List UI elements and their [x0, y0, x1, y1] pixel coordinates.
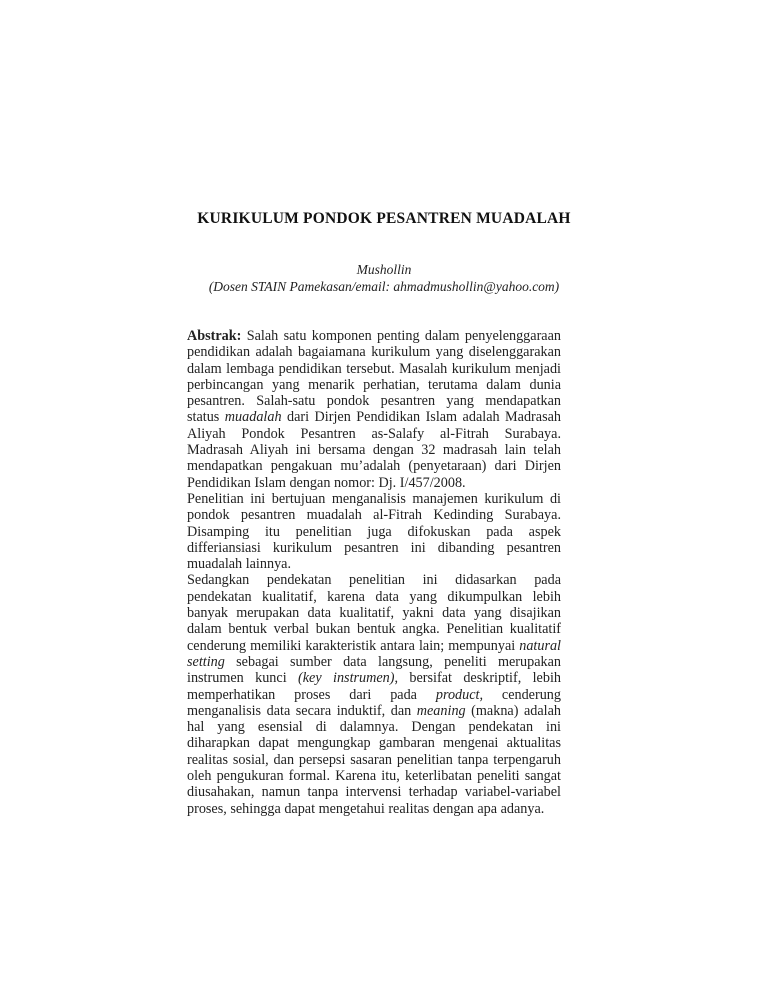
text-run: differiansiasi kurikulum pesantren ini dibanding pesantren: [187, 539, 561, 556]
italic-term: meaning: [416, 702, 466, 719]
abstract-line: [187, 572, 561, 588]
paper-title: KURIKULUM PONDOK PESANTREN MUADALAH: [197, 210, 571, 227]
italic-term: setting: [187, 653, 225, 670]
author-name: Mushollin: [356, 262, 412, 277]
abstract-line: [187, 801, 561, 817]
text-run: Disamping itu penelitian juga difokuskan pada aspek: [187, 523, 561, 540]
text-run: dalam bentuk verbal bukan bentuk angka. Penelitian kualitatif: [187, 621, 561, 638]
abstract-label: Abstrak:: [187, 328, 242, 344]
abstract-line: [187, 556, 561, 572]
author-affiliation: (Dosen STAIN Pamekasan/email: ahmadmushollin@yahoo.com): [208, 279, 560, 294]
abstract-line: [187, 442, 561, 458]
abstract-line: [187, 654, 561, 670]
text-run: cenderung: [483, 686, 561, 703]
abstract-line: [187, 328, 561, 344]
text-run: oleh pengukuran formal. Karena itu, keterlibatan peneliti sangat: [187, 768, 561, 785]
text-run: pesantren. Salah-satu pondok pesantren yang mendapatkan: [187, 393, 561, 410]
abstract-line: [187, 393, 561, 409]
text-run: perbincangan yang menarik perhatian, terutama dalam dunia: [187, 376, 561, 393]
text-run: hal yang esensial di dalamnya. Dengan pendekatan ini: [187, 719, 561, 736]
abstract-line: [187, 344, 561, 360]
abstract-line: [187, 361, 561, 377]
text-run: mendapatkan pengakuan mu’adalah (penyetaraan) dari Dirjen: [187, 458, 561, 475]
abstract-line: [187, 638, 561, 654]
abstract-line: [187, 458, 561, 474]
abstract-line: [187, 719, 561, 735]
abstract-line: [187, 752, 561, 768]
text-run: status: [187, 409, 225, 426]
abstract-line: [187, 524, 561, 540]
text-run: pondok pesantren muadalah al-Fitrah Kedinding Surabaya.: [187, 507, 561, 524]
abstract: [187, 328, 561, 817]
text-run: Pendidikan Islam dengan nomor: Dj. I/457/2008.: [187, 474, 466, 491]
abstract-line: [187, 475, 561, 491]
abstract-line: [187, 768, 561, 784]
text-run: pendekatan kualitatif, karena data yang dikumpulkan lebih: [187, 588, 561, 605]
text-run: banyak merupakan data kualitatif, yakni data yang disajikan: [187, 605, 561, 622]
text-run: memperhatikan proses dari pada: [187, 686, 436, 703]
text-run: Aliyah Pondok Pesantren as-Salafy al-Fitrah Surabaya.: [187, 425, 561, 442]
text-run: (makna) adalah: [465, 702, 561, 719]
text-run: Sedangkan pendekatan penelitian ini didasarkan pada: [187, 572, 561, 589]
italic-term: muadalah: [224, 409, 282, 426]
text-run: dari Dirjen Pendidikan Islam adalah Madrasah: [281, 409, 561, 426]
text-run: dalam lembaga pendidikan tersebut. Masalah kurikulum menjadi: [187, 360, 561, 377]
abstract-line: [187, 670, 561, 686]
italic-term: product,: [435, 686, 484, 703]
text-run: diusahakan, namun tanpa intervensi terhadap variabel-variabel: [187, 784, 561, 801]
abstract-line: [187, 621, 561, 637]
abstract-line: [187, 507, 561, 523]
abstract-line: [187, 735, 561, 751]
text-run: diharapkan dapat mengungkap gambaran mengenai aktualitas: [187, 735, 561, 752]
abstract-line: [187, 784, 561, 800]
abstract-line: [187, 409, 561, 425]
abstract-line: [187, 605, 561, 621]
text-run: , bersifat deskriptif, lebih: [394, 670, 561, 687]
text-run: menganalisis data secara induktif, dan: [187, 702, 417, 719]
abstract-line: [187, 687, 561, 703]
text-run: Salah satu komponen penting dalam penyelenggaraan: [241, 328, 561, 344]
italic-term: natural: [519, 637, 561, 654]
text-run: Madrasah Aliyah ini bersama dengan 32 madrasah lain telah: [187, 442, 561, 459]
italic-term: (key instrumen): [298, 670, 395, 687]
abstract-line: [187, 540, 561, 556]
text-run: proses, sehingga dapat mengetahui realitas dengan apa adanya.: [187, 800, 545, 817]
abstract-line: [187, 589, 561, 605]
text-run: Penelitian ini bertujuan menganalisis manajemen kurikulum di: [187, 490, 561, 507]
text-run: cenderung memiliki karakteristik antara lain; mempunyai: [187, 637, 520, 654]
text-run: instrumen kunci: [187, 670, 299, 687]
abstract-line: [187, 426, 561, 442]
text-run: sebagai sumber data langsung, peneliti merupakan: [224, 653, 561, 670]
abstract-line: [187, 491, 561, 507]
text-run: pendidikan adalah bagaiamana kurikulum yang diselenggarakan: [187, 344, 561, 361]
abstract-line: [187, 377, 561, 393]
abstract-line: [187, 703, 561, 719]
text-run: muadalah lainnya.: [187, 556, 292, 573]
text-run: realitas sosial, dan persepsi sasaran penelitian tanpa terpengaruh: [187, 751, 561, 768]
